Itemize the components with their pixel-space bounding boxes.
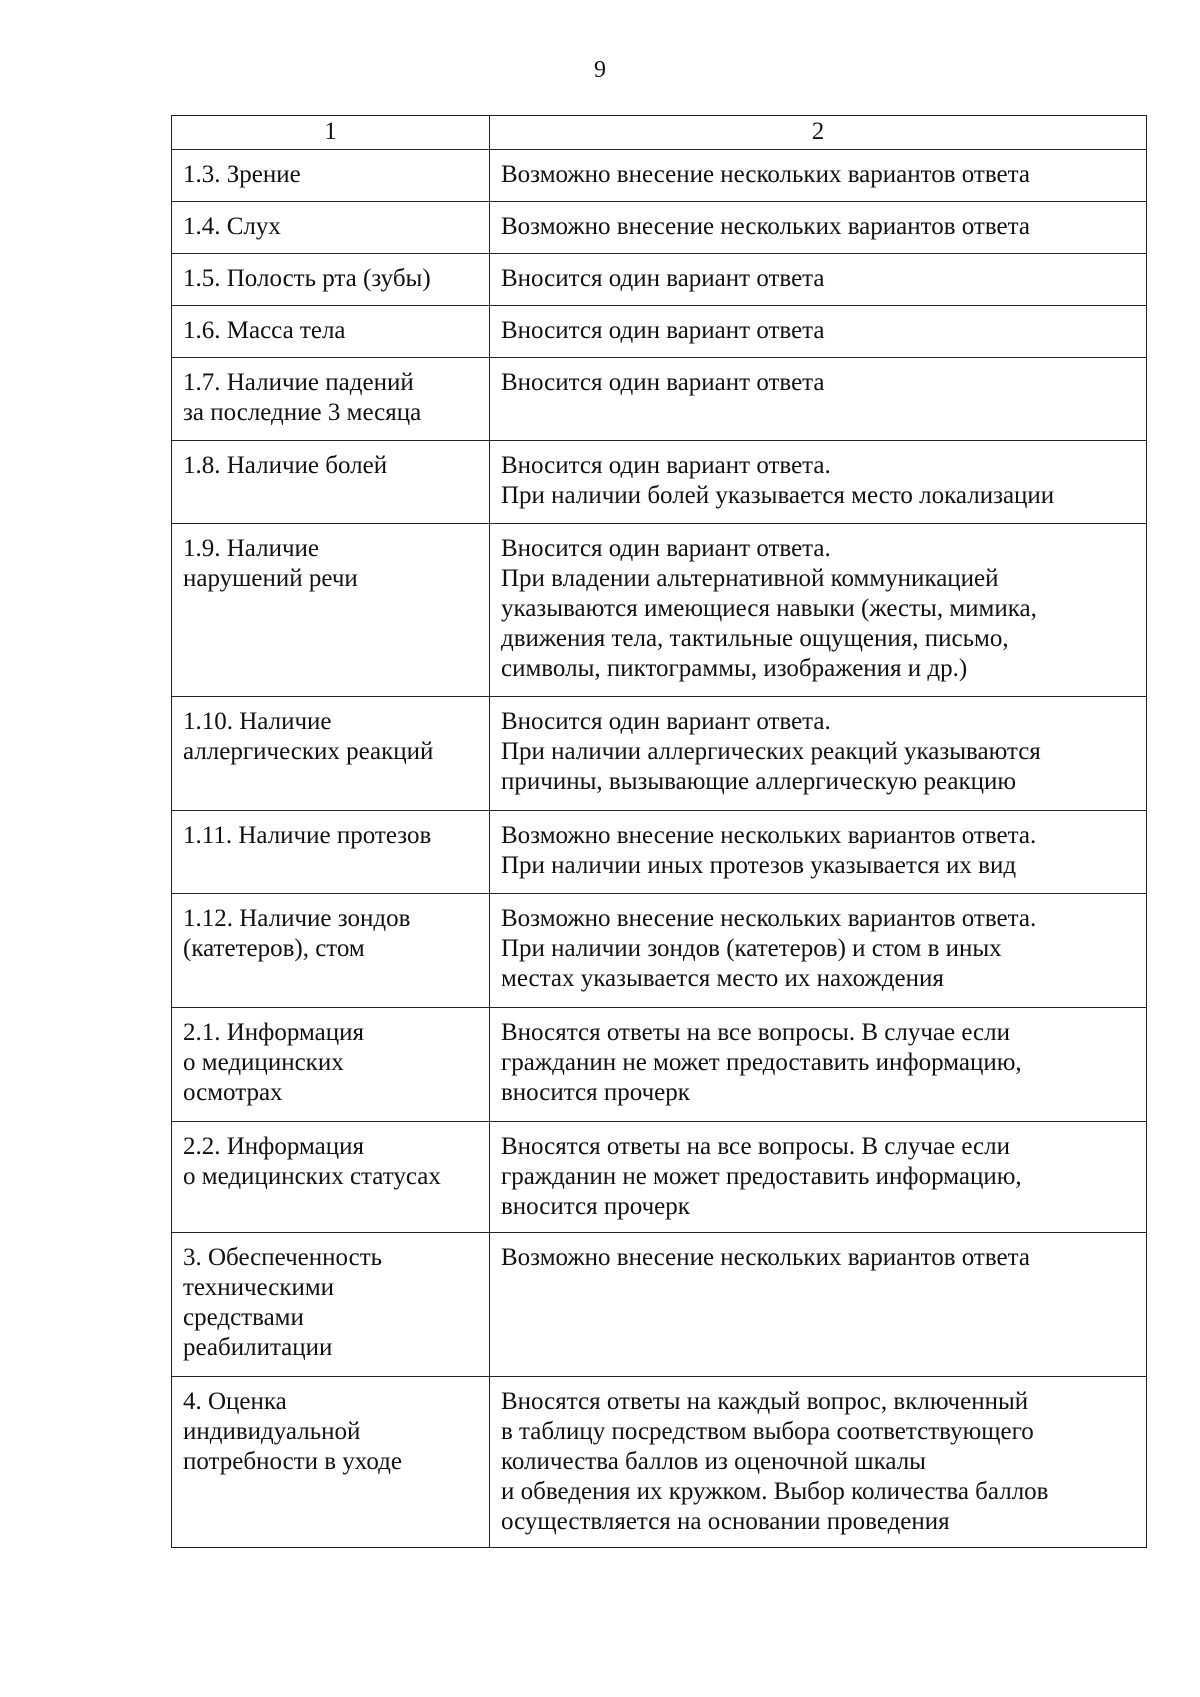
table-row [172, 254, 1147, 306]
table-row [172, 202, 1147, 254]
table-row [172, 1377, 1147, 1548]
row-item-cell: 1.5. Полость рта (зубы) [172, 254, 490, 306]
table-row [172, 894, 1147, 1008]
row-item-cell: 1.4. Слух [172, 202, 490, 254]
row-rule-cell: Возможно внесение нескольких вариантов ответа [490, 1233, 1147, 1377]
row-item-cell: 2.1. Информация о медицинских осмотрах [172, 1008, 490, 1122]
table-row [172, 1122, 1147, 1233]
row-rule-cell: Вносятся ответы на каждый вопрос, включенный в таблицу посредством выбора соответствующего количества баллов из оценочной шкалы и обведения их кружком. Выбор количества баллов осуществляется на основании проведения [490, 1377, 1147, 1548]
row-rule-cell: Вносится один вариант ответа [490, 306, 1147, 358]
row-item-cell: 1.11. Наличие протезов [172, 811, 490, 894]
row-item-cell: 1.7. Наличие падений за последние 3 месяца [172, 358, 490, 441]
table-row [172, 306, 1147, 358]
page-number: 9 [594, 57, 606, 83]
table-row [172, 524, 1147, 697]
row-rule-cell: Вносится один вариант ответа. При наличии аллергических реакций указываются причины, вызывающие аллергическую реакцию [490, 697, 1147, 811]
row-rule-cell: Вносится один вариант ответа [490, 358, 1147, 441]
table-row [172, 697, 1147, 811]
table-row [172, 441, 1147, 524]
table-header-row [172, 116, 1147, 150]
row-item-cell: 4. Оценка индивидуальной потребности в уходе [172, 1377, 490, 1548]
row-rule-cell: Вносятся ответы на все вопросы. В случае если гражданин не может предоставить информацию, вносится прочерк [490, 1008, 1147, 1122]
row-rule-cell: Вносятся ответы на все вопросы. В случае если гражданин не может предоставить информацию, вносится прочерк [490, 1122, 1147, 1233]
instructions-table [171, 115, 1147, 1548]
row-item-cell: 1.6. Масса тела [172, 306, 490, 358]
row-rule-cell: Возможно внесение нескольких вариантов ответа. При наличии иных протезов указывается их вид [490, 811, 1147, 894]
row-item-cell: 1.8. Наличие болей [172, 441, 490, 524]
row-item-cell: 2.2. Информация о медицинских статусах [172, 1122, 490, 1233]
row-item-cell: 1.3. Зрение [172, 150, 490, 202]
row-rule-cell: Вносится один вариант ответа. При наличии болей указывается место локализации [490, 441, 1147, 524]
table-row [172, 1233, 1147, 1377]
table-row [172, 150, 1147, 202]
row-rule-cell: Вносится один вариант ответа [490, 254, 1147, 306]
row-item-cell: 1.12. Наличие зондов (катетеров), стом [172, 894, 490, 1008]
row-item-cell: 1.10. Наличие аллергических реакций [172, 697, 490, 811]
row-rule-cell: Возможно внесение нескольких вариантов ответа [490, 150, 1147, 202]
table-row [172, 811, 1147, 894]
row-rule-cell: Возможно внесение нескольких вариантов ответа. При наличии зондов (катетеров) и стом в иных местах указывается место их нахождения [490, 894, 1147, 1008]
table-row [172, 1008, 1147, 1122]
table-row [172, 358, 1147, 441]
column-header-2: 2 [490, 116, 1147, 150]
row-item-cell: 1.9. Наличие нарушений речи [172, 524, 490, 697]
row-item-cell: 3. Обеспеченность техническими средствами реабилитации [172, 1233, 490, 1377]
row-rule-cell: Возможно внесение нескольких вариантов ответа [490, 202, 1147, 254]
column-header-1: 1 [172, 116, 490, 150]
row-rule-cell: Вносится один вариант ответа. При владении альтернативной коммуникацией указываются имеющиеся навыки (жесты, мимика, движения тела, тактильные ощущения, письмо, символы, пиктограммы, изображения и др.) [490, 524, 1147, 697]
